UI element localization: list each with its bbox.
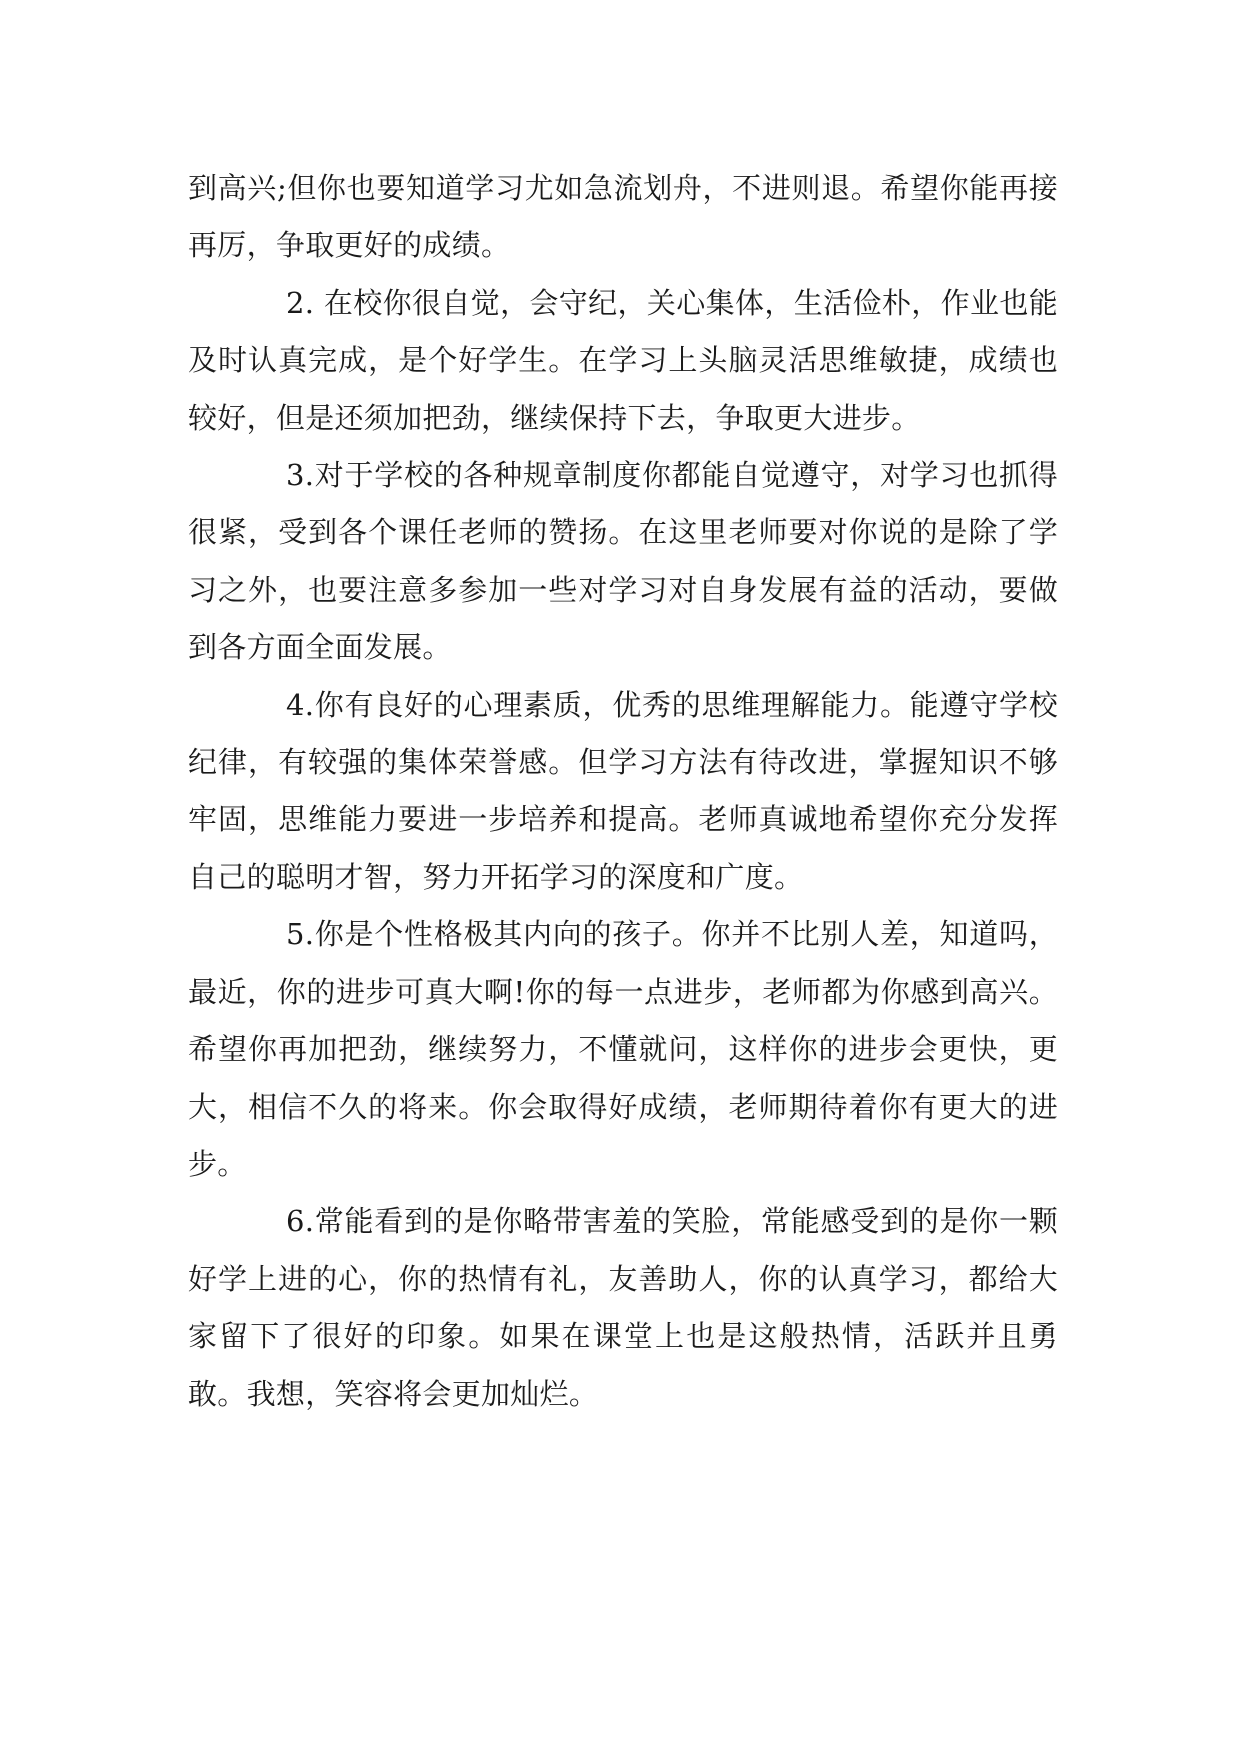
document-body xyxy=(188,160,1058,1423)
paragraph-comment-6: 6.常能看到的是你略带害羞的笑脸，常能感受到的是你一颗好学上进的心，你的热情有礼，友善助人，你的认真学习，都给大家留下了很好的印象。如果在课堂上也是这般热情，活跃并且勇敢。我想，笑容将会更加灿烂。 xyxy=(188,1204,1058,1411)
paragraph-comment-4: 4.你有良好的心理素质，优秀的思维理解能力。能遵守学校纪律，有较强的集体荣誉感。但学习方法有待改进，掌握知识不够牢固，思维能力要进一步培养和提高。老师真诚地希望你充分发挥自己的聪明才智，努力开拓学习的深度和广度。 xyxy=(188,687,1058,894)
paragraph-comment-5: 5.你是个性格极其内向的孩子。你并不比别人差，知道吗，最近，你的进步可真大啊!你的每一点进步，老师都为你感到高兴。希望你再加把劲，继续努力，不懂就问，这样你的进步会更快，更大，相信不久的将来。你会取得好成绩，老师期待着你有更大的进步。 xyxy=(188,917,1058,1181)
paragraph-continuation: 到高兴;但你也要知道学习尤如急流划舟，不进则退。希望你能再接再厉，争取更好的成绩。 xyxy=(188,171,1058,263)
paragraph-comment-2: 2. 在校你很自觉，会守纪，关心集体，生活俭朴，作业也能及时认真完成，是个好学生。在学习上头脑灵活思维敏捷，成绩也较好，但是还须加把劲，继续保持下去，争取更大进步。 xyxy=(188,285,1058,435)
paragraph-comment-3: 3.对于学校的各种规章制度你都能自觉遵守，对学习也抓得很紧，受到各个课任老师的赞扬。在这里老师要对你说的是除了学习之外，也要注意多参加一些对学习对自身发展有益的活动，要做到各方面全面发展。 xyxy=(188,458,1058,665)
